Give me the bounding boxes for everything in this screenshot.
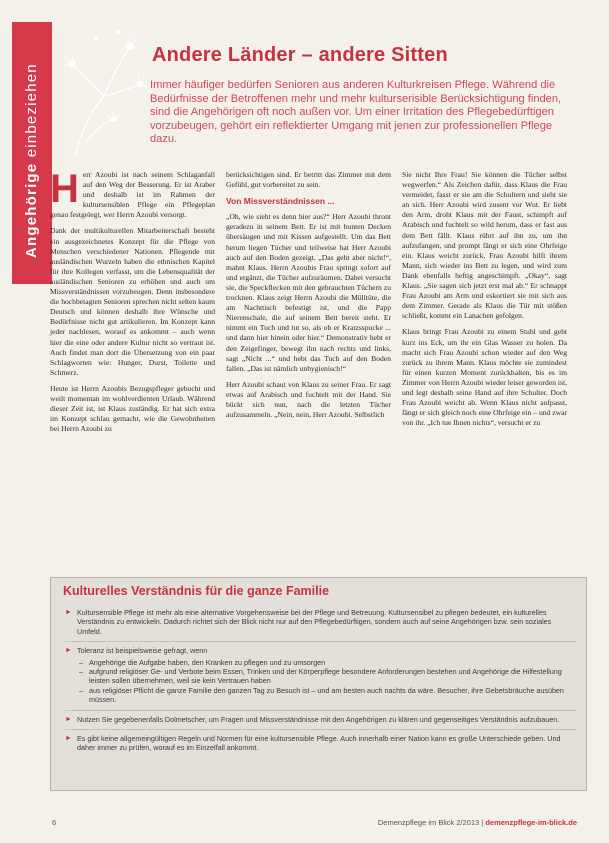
list-item bbox=[65, 710, 576, 729]
list-item-text: Kultursensible Pflege ist mehr als eine alternative Vorgehensweise bei der Pflege und Betreuung. Kultursensibel zu pflegen bedeutet, ein kulturelles Verständnis zu entwickeln. Dadurch richtet sich der Blick nicht nur auf den Pflegebedürftigen, sondern auch auf seine Angehörigen bzw. sein soziales Umfeld. bbox=[77, 608, 552, 636]
list-item bbox=[65, 641, 576, 709]
website-link[interactable]: demenzpflege-im-blick.de bbox=[485, 818, 577, 827]
list-item-text: Nutzen Sie gegebenenfalls Dolmetscher, um Fragen und Missverständnisse mit den Angehörigen zu klären und gegenseitiges Verständnis aufzubauen. bbox=[77, 714, 560, 724]
text-column-3 bbox=[402, 170, 567, 434]
arrow-right-icon: ► bbox=[65, 647, 72, 655]
sub-list bbox=[77, 658, 576, 705]
info-box-title: Kulturelles Verständnis für die ganze Familie bbox=[63, 584, 330, 598]
page-footer bbox=[0, 818, 609, 832]
paragraph: Klaus bringt Frau Azoubi zu einem Stuhl und geht kurz ins Eck, um ihr ein Glas Wasser zu holen. Da macht sich Frau Azoubi schon wieder auf den Weg zurück zu ihrem Mann. Klaus möchte sie zumindest für einen kurzen Moment zurückhalten, bis es im Zimmer von Herrn Azoubi wieder leiser geworden ist, und legt deshalb seine Hand auf ihre Schulter. Doch Frau Azoubi weicht ab. Wenn Klaus nicht aufpasst, fängt er sich gleich noch eine Ohrfeige ein – und zwar von ihr. „Ich tue Ihnen nichts“, versucht er zu bbox=[402, 327, 567, 428]
article-headline: Andere Länder – andere Sitten bbox=[152, 44, 448, 66]
dandelion-illustration bbox=[56, 24, 151, 159]
section-label bbox=[23, 63, 40, 258]
text-column-2 bbox=[226, 170, 391, 426]
section-label-bold: Angehörige bbox=[23, 162, 40, 258]
drop-cap: H bbox=[50, 167, 79, 211]
paragraph: Heute ist Herrn Azoubis Bezugspfleger gebucht und weilt momentan im wohlverdienten Urlaub. Während dieser Zeit ist, ist Klaus zuständig. Er hat sich extra im Konzept schlau gemacht, wie die Gewohnheiten bei Herrn Azoubi zu bbox=[50, 383, 215, 434]
paragraph: „Oh, wie sieht es denn hier aus?“ Herr Azoubi thront geradezu in seinem Bett. Er ist mit bunten Decken übersäugen und mit Kissen aufgestellt. Um das Bett herum liegen Tücher und teilweise hat Herr Azoubi auch auf den Boden gezeigt. „Das geht aber nicht!“, mahnt Klaus. Herrn Azoubis Frau springt sofort auf und ergänzt, die Tücher aufzuräumen. Dabei versucht sie, die Speckflecken mit den gebrauchten Tüchern zu trocknen. Klaus zeigt Herrn Azoubi die Mülltüte, die am Nachttisch befestigt ist, und die Papp Nierenschale, die auf seinem Bett bereit steht. Er nimmt ein Tuch und tut so, als ob er Kratzsspucke ... und dann hier hinein oder hier.“ Demonstrativ hebt er den Zeigefinger, bewegt ihn nach rechts und links, sagt „Nicht ...“ und hebt das Tuch auf den Boden fallen. „Das ist nämlich unhygienisch!“ bbox=[226, 212, 391, 373]
paragraph bbox=[50, 167, 215, 220]
info-box-list bbox=[51, 604, 586, 758]
arrow-right-icon: ► bbox=[65, 735, 72, 743]
footer-info: Demenzpflege im Blick 2/2013 | demenzpflege-im-blick.de bbox=[377, 818, 577, 827]
sub-list-item: – Angehörige die Aufgabe haben, den Kranken zu pflegen und zu umsorgen bbox=[77, 658, 576, 667]
page-number: 6 bbox=[52, 818, 57, 827]
paragraph: Dank der multikulturellen Mitarbeiterschaft besteht ein ausgezeichnetes Konzept für die Pflege von Menschen verschiedener Nationen. Pflegende mit ausländischen Wurzeln haben die ethnischen Kapitel für ihre Kollegen verfasst, um die Lebensqualität der ausländischen Senioren zu erhöhen und auch um Missverständnissen vorzubeugen. Denn insbesondere die hochbetagten Senioren sprechen nicht selten kaum Deutsch und können deshalb ihre Wünsche und Bedürfnisse nicht gut artikulieren. Im Konzept kann jeder nachlesen, worauf es ankommt – auch wenn hier die eine oder andere Kultur nicht so vertraut ist. Auch findet man dort die Übersetzung von ein paar Schlagworten wie: Hunger, Durst, Toilette und Schmerz. bbox=[50, 226, 215, 377]
paragraph: Sie nicht Ihre Frau! Sie können die Tücher selbst wegwerfen.“ Als Zeichen dafür, dass Klaus die Frau vermeidet, fasst er sie am die Schultern und sieht sie an sich. Herr Azoubi wird zusent vor Wut. Er liebt den Arm, droht Klaus mit der Faust, schimpft auf Arabisch und fuchtelt so wild herum, dass er fast aus dem Bett fällt. Klaus rührt auf ihn zu, um ihn aufzufangen, und prompt fängt er sich eine Ohrfeige ein. Klaus weicht zurück, Frau Azoubi hilft ihrem Mann, sich wieder ins Bett zu legen, und wird zum Dank ebenfalls heftig angeschimpft. „Okay“, sagt Klaus. „Sie sagen sich jetzt erst mal ab.“ Er schnappt Frau Azoubi am Arm und eskortiert sie mit sich aus dem Zimmer. Gerade als Klaus die Tür mit stößen schließt, kommt ein Lanachen gefolgen. bbox=[402, 170, 567, 321]
section-label-rest: einbeziehen bbox=[23, 63, 40, 163]
paragraph-text: err Azoubi ist nach seinem Schlaganfall auf den Weg der Besserung. Er ist Araber und deshalb ist im Rahmen der kultursensiblen Pflege ein Pflegeplan genau festgelegt, wer Herrn Azoubi versorgt. bbox=[50, 170, 215, 220]
list-item-text: Es gibt keine allgemeingültigen Regeln und Normen für eine kultursensible Pflege. Auch innerhalb einer Nation kann es große Unterschiede geben. Und daher immer zu prüfen, worauf es im Einzelfall ankommt. bbox=[77, 734, 561, 753]
arrow-right-icon: ► bbox=[65, 609, 72, 616]
sub-list-item: – aus religiöser Pflicht die ganze Familie den ganzen Tag zu Besuch ist – und am besten auch nachts da wäre. Besucher, ihre Gebetsbräuche ausüben müssen. bbox=[77, 686, 576, 705]
text-column-1 bbox=[50, 167, 215, 440]
article-intro: Immer häufiger bedürfen Senioren aus anderen Kulturkreisen Pflege. Während die Bedürfnisse der Betroffenen mehr und mehr kulturserisible Berücksichtigung finden, sind die Angehörigen oft noch außen vor. Um einer Irritation des Pflegebedürftigen vorzubeugen, gehört ein reflektierter Umgang mit jenen zur professionellen Pflege dazu. bbox=[150, 79, 562, 146]
list-item bbox=[65, 604, 576, 641]
list-item bbox=[65, 729, 576, 758]
magazine-issue: Demenzpflege im Blick 2/2013 bbox=[377, 818, 480, 827]
info-box bbox=[50, 577, 587, 791]
paragraph: Herr Azoubi schaut von Klaus zu seiner Frau. Er sagt etwas auf Arabisch und fuchtelt mit der Hand. Sie bückt sich nun, nach die letzten Tücher aufzusammeln. „Nein, nein, Herr Azoubi. Selbstlich bbox=[226, 379, 391, 420]
sub-list-item: – aufgrund religiöser Ge- und Verbote beim Essen, Trinken und der Körperpflege besondere Anforderungen bestehen und Angehörige die Hilfestellung leisten sollen übernehmen, weil sie kein Vertrauen haben bbox=[77, 667, 576, 686]
subheading: Von Missverständnissen ... bbox=[226, 196, 335, 207]
list-item-text: Toleranz ist beispielsweise gefragt, wenn bbox=[77, 646, 208, 656]
arrow-right-icon: ► bbox=[65, 715, 72, 723]
paragraph: berücksichtigen sind. Er betritt das Zimmer mit dem Gefühl, gut vorbereitet zu sein. bbox=[226, 170, 391, 190]
